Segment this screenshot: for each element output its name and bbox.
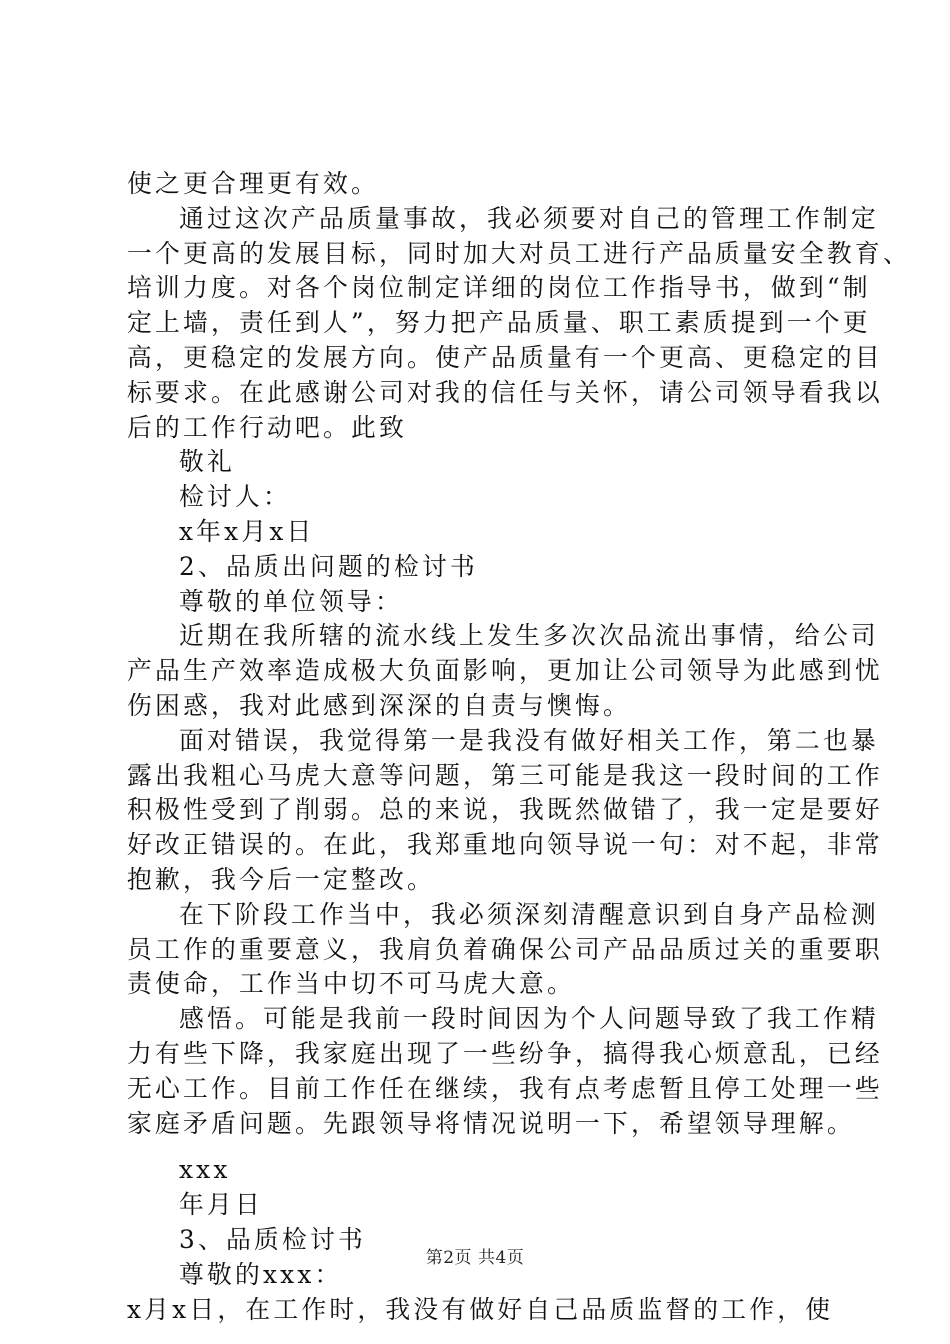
section-heading: 3、品质检讨书 [179, 1224, 366, 1254]
section-heading: 2、品质出问题的检讨书 [179, 551, 478, 581]
greeting: 尊敬的xxx： [179, 1259, 343, 1289]
body-line: 感悟。可能是我前一段时间因为个人问题导致了我工作精 [179, 1004, 879, 1034]
body-line: 定上墙，责任到人”，努力把产品质量、职工素质提到一个更 [127, 308, 871, 338]
body-line: 后的工作行动吧。此致 [127, 412, 407, 442]
body-line: 伤困惑，我对此感到深深的自责与懊悔。 [127, 690, 631, 720]
body-line: 面对错误，我觉得第一是我没有做好相关工作，第二也暴 [179, 725, 879, 755]
body-line: 一个更高的发展目标，同时加大对员工进行产品质量安全教育、 [127, 238, 911, 268]
body-line: 在下阶段工作当中，我必须深刻清醒意识到自身产品检测 [179, 899, 879, 929]
date-line: x年x月x日 [179, 516, 315, 546]
body-line: 责使命，工作当中切不可马虎大意。 [127, 969, 575, 999]
signature-label: 检讨人： [179, 482, 291, 512]
body-line: 高，更稳定的发展方向。使产品质量有一个更高、更稳定的目 [127, 342, 883, 372]
body-line: 抱歉，我今后一定整改。 [127, 864, 435, 894]
closing-salutation: 敬礼 [179, 447, 235, 477]
body-line: 近期在我所辖的流水线上发生多次次品流出事情，给公司 [179, 621, 879, 651]
body-line: 力有些下降，我家庭出现了一些纷争，搞得我心烦意乱，已经 [127, 1038, 883, 1068]
body-line: 好改正错误的。在此，我郑重地向领导说一句：对不起，非常 [127, 830, 883, 860]
document-body [127, 167, 911, 1327]
body-line: 露出我粗心马虎大意等问题，第三可能是我这一段时间的工作 [127, 760, 883, 790]
body-line: 家庭矛盾问题。先跟领导将情况说明一下，希望领导理解。 [127, 1108, 855, 1138]
body-line: 通过这次产品质量事故，我必须要对自己的管理工作制定 [179, 203, 879, 233]
greeting: 尊敬的单位领导： [179, 586, 403, 616]
body-line: 产品生产效率造成极大负面影响，更加让公司领导为此感到忧 [127, 656, 883, 686]
page-number-footer: 第2页 共4页 [425, 1248, 525, 1268]
date-line: 年月日 [179, 1190, 263, 1220]
body-line: 标要求。在此感谢公司对我的信任与关怀，请公司领导看我以 [127, 377, 883, 407]
body-line: x月x日，在工作时，我没有做好自己品质监督的工作，使 [127, 1294, 834, 1324]
body-line: 培训力度。对各个岗位制定详细的岗位工作指导书，做到“制 [127, 273, 871, 303]
body-line: 无心工作。目前工作任在继续，我有点考虑暂且停工处理一些 [127, 1073, 883, 1103]
body-line: 员工作的重要意义，我肩负着确保公司产品品质过关的重要职 [127, 934, 883, 964]
signature-name: xxx [179, 1155, 231, 1185]
body-line: 使之更合理更有效。 [127, 169, 379, 198]
body-line: 积极性受到了削弱。总的来说，我既然做错了，我一定是要好 [127, 795, 883, 825]
